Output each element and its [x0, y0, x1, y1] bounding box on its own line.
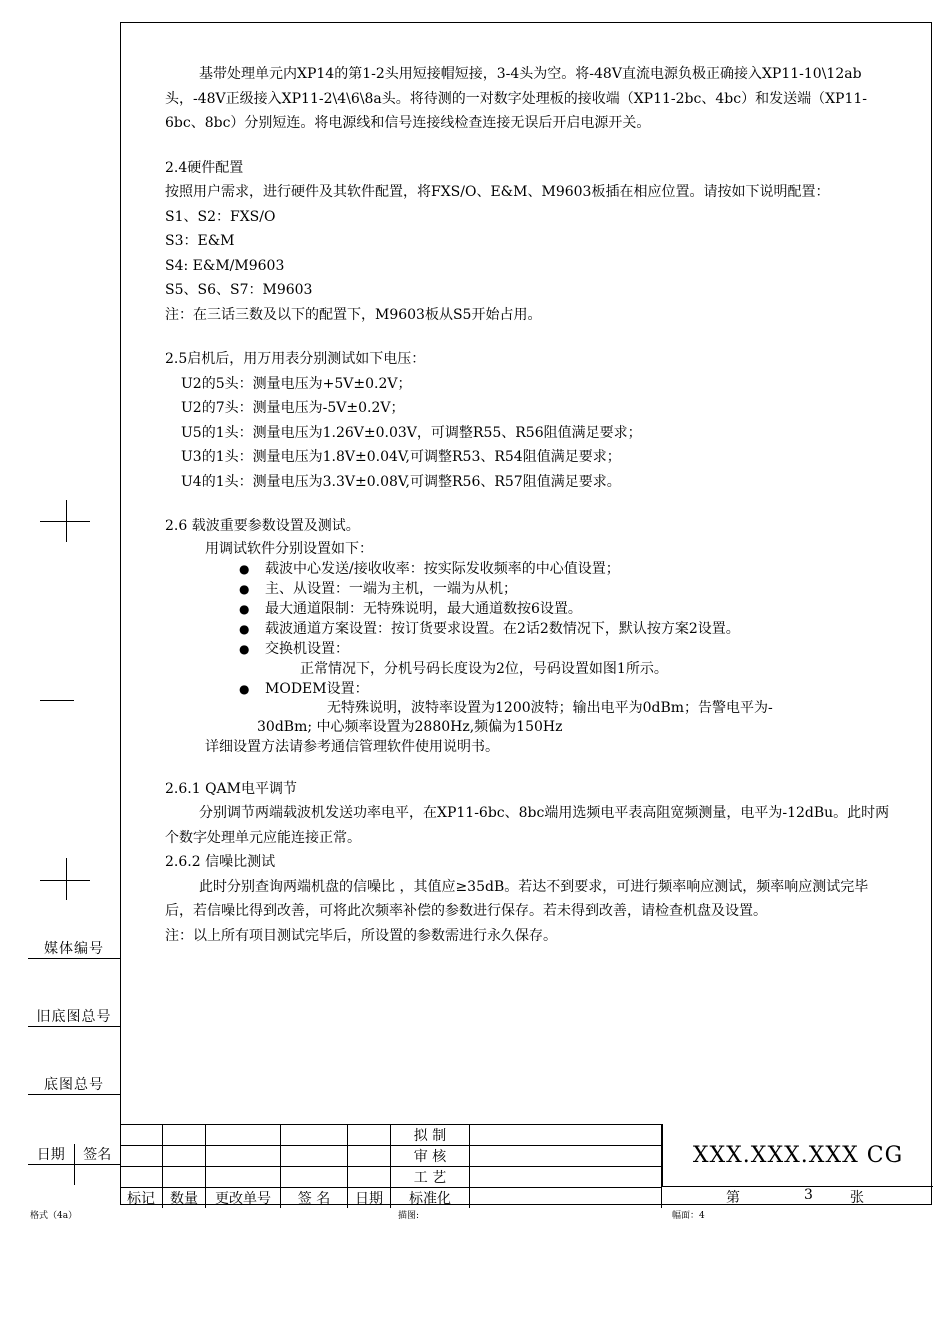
voltage-item: U5的1头：测量电压为1.26V±0.03V，可调整R55、R56阻值满足要求； [181, 424, 642, 441]
draft-label: 拟 制 [391, 1125, 470, 1146]
document-number: XXX.XXX.XXX CG [662, 1124, 933, 1187]
bullet-item: ● 主、从设置：一端为主机，一端为从机； [165, 579, 890, 599]
final-note: 注：以上所有项目测试完毕后，所设置的参数需进行永久保存。 [165, 927, 557, 944]
section-2-6-title: 2.6 载波重要参数设置及测试。 [165, 518, 360, 534]
trace-label: 描图: [398, 1211, 420, 1221]
sheet-indicator [662, 1186, 932, 1206]
old-drawing-number-label: 旧底图总号 [28, 1006, 120, 1027]
section-2-5-title: 2.5启机后，用万用表分别测试如下电压： [165, 351, 426, 367]
section-2-6-intro: 用调试软件分别设置如下： [205, 540, 373, 557]
voltage-item: U2的5头：测量电压为+5V±0.2V； [181, 375, 412, 392]
revision-table [120, 1124, 662, 1208]
process-label: 工 艺 [391, 1167, 470, 1188]
sign-label: 签名 [74, 1144, 120, 1165]
crosshair-mark [40, 521, 90, 522]
col-change: 更改单号 [206, 1188, 281, 1209]
modem-detail-line: 无特殊说明，波特率设置为1200波特；输出电平为0dBm；告警电平为- [327, 699, 773, 716]
crosshair-mark [40, 700, 74, 701]
col-date: 日期 [348, 1188, 391, 1209]
sheet-prefix: 第 [726, 1190, 740, 1206]
sheet-suffix: 张 [850, 1190, 864, 1206]
drawing-number-label: 底图总号 [28, 1074, 120, 1095]
col-qty: 数量 [163, 1188, 206, 1209]
section-2-6-2-text: 此时分别查询两端机盘的信噪比 ，其值应≥35dB。若达不到要求，可进行频率响应测试，频率响应测试完毕后，若信噪比得到改善，可将此次频率补偿的参数进行保存。若未得到改善，请检查机盘及设置。 [165, 878, 869, 919]
document-body [165, 62, 890, 948]
media-number-label: 媒体编号 [28, 938, 120, 959]
slot-config-item: S5、S6、S7：M9603 [165, 282, 313, 298]
bullet-item: ● 载波通道方案设置：按订货要求设置。在2话2数情况下，默认按方案2设置。 [165, 619, 890, 639]
bullet-item: ● 交换机设置： [165, 639, 890, 659]
bullet-item: ● MODEM设置： [165, 679, 890, 699]
crosshair-mark [40, 880, 90, 881]
review-label: 审 核 [391, 1146, 470, 1167]
section-2-4-note: 注：在三话三数及以下的配置下，M9603板从S5开始占用。 [165, 306, 542, 323]
sheet-number: 3 [804, 1187, 813, 1203]
date-sign-table [28, 1144, 120, 1185]
section-2-4-text: 按照用户需求，进行硬件及其软件配置，将FXS/O、E&M、M9603板插在相应位置。请按如下说明配置： [165, 184, 830, 200]
standard-label: 标准化 [391, 1188, 470, 1209]
crosshair-mark [66, 500, 67, 542]
section-2-4-title: 2.4硬件配置 [165, 159, 244, 176]
switch-detail: 正常情况下，分机号码长度设为2位，号码设置如图1所示。 [300, 660, 668, 677]
col-sign: 签 名 [281, 1188, 348, 1209]
bullet-item: ● 载波中心发送/接收收率：按实际发收频率的中心值设置； [165, 559, 890, 579]
format-label: 格式（4a） [30, 1211, 78, 1221]
slot-config-item: S1、S2：FXS/O [165, 208, 276, 225]
bullet-item: ● 最大通道限制：无特殊说明，最大通道数按6设置。 [165, 599, 890, 619]
section-2-6-1-title: 2.6.1 QAM电平调节 [165, 780, 297, 797]
date-label: 日期 [28, 1144, 74, 1165]
section-2-6-1-text: 分别调节两端载波机发送功率电平，在XP11-6bc、8bc端用选频电平表高阻宽频测量，电平为-12dBu。此时两个数字处理单元应能连接正常。 [165, 805, 890, 846]
modem-detail-line: 30dBm; 中心频率设置为2880Hz,频偏为150Hz [257, 718, 563, 735]
size-label: 幅面：4 [672, 1211, 705, 1221]
section-2-6-2-title: 2.6.2 信噪比测试 [165, 854, 276, 870]
voltage-item: U3的1头：测量电压为1.8V±0.04V,可调整R53、R54阻值满足要求； [181, 449, 621, 465]
col-mark: 标记 [120, 1188, 163, 1209]
voltage-item: U2的7头：测量电压为-5V±0.2V； [181, 400, 405, 416]
slot-config-item: S4: E&M/M9603 [165, 257, 285, 274]
section-2-6-reference: 详细设置方法请参考通信管理软件使用说明书。 [205, 738, 499, 755]
crosshair-mark [66, 858, 67, 900]
slot-config-item: S3：E&M [165, 233, 235, 249]
intro-paragraph: 基带处理单元内XP14的第1-2头用短接帽短接，3-4头为空。将-48V直流电源负极正确接入XP11-10\12ab头，-48V正级接入XP11-2\4\6\8a头。将待测的一对数字处理板的接收端（XP11-2bc、4bc）和发送端（XP11-6bc、8bc）分别短连。将电源线和信号连接线检查连接无误后开启电源开关。 [165, 66, 867, 131]
voltage-item: U4的1头：测量电压为3.3V±0.08V,可调整R56、R57阻值满足要求。 [181, 473, 621, 490]
